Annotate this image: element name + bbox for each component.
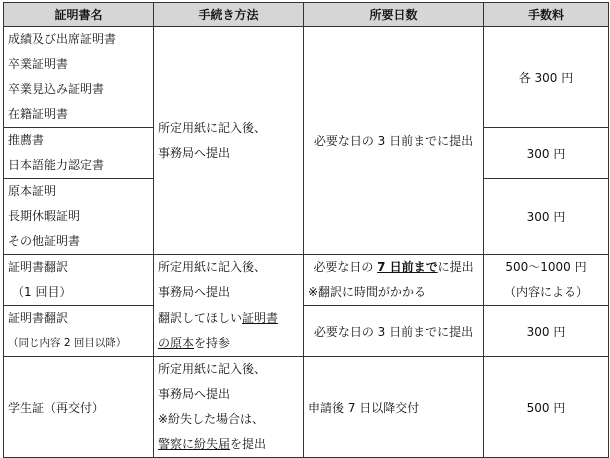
certificate-name: 在籍証明書: [8, 107, 69, 121]
days-text: [308, 255, 479, 280]
fee-cell: [484, 357, 609, 458]
procedure-text-pre: 翻訳してほしい: [158, 310, 243, 325]
certificate-name-cell: [4, 306, 154, 357]
procedure-text: [158, 432, 299, 457]
certificate-name-cell: [4, 27, 154, 128]
fee-text: （内容による）: [503, 285, 588, 299]
table-row: [4, 306, 609, 357]
header-row: [4, 3, 609, 27]
certificate-name: 長期休暇証明: [8, 209, 81, 223]
fee-text: 各 300 円: [518, 70, 574, 85]
certificate-name: 学生証（再交付）: [8, 400, 105, 415]
days-cell: [304, 27, 484, 255]
certificate-name: 日本語能力認定書: [8, 158, 105, 172]
days-note: ※翻訳に時間がかかる: [308, 285, 427, 299]
procedure-text: [158, 306, 299, 331]
certificate-name: （同じ内容 2 回目以降）: [8, 337, 127, 349]
procedure-text: ※紛失した場合は、: [158, 412, 265, 426]
days-text-post: に提出: [437, 260, 474, 274]
table-row: [4, 255, 609, 306]
procedure-text: 事務局へ提出: [158, 387, 231, 401]
fee-cell: [484, 255, 609, 306]
procedure-text-post: を提出: [230, 437, 267, 451]
procedure-cell: [154, 306, 304, 357]
days-text-pre: 必要な日の: [313, 260, 378, 274]
procedure-text: 事務局へ提出: [158, 145, 231, 160]
certificate-name: （1 回目）: [12, 285, 72, 299]
procedure-text: 所定用紙に記入後、: [158, 120, 267, 135]
fee-cell: [484, 27, 609, 128]
fee-text: 300 円: [526, 210, 566, 224]
procedure-cell: [154, 27, 304, 255]
certificate-name-cell: [4, 128, 154, 179]
days-cell: [304, 357, 484, 458]
procedure-text: 所定用紙に記入後、: [158, 362, 267, 376]
fee-text: 300 円: [526, 324, 566, 339]
table-row: [4, 357, 609, 458]
fee-cell: [484, 179, 609, 255]
header-required-days: 所要日数: [304, 3, 484, 27]
days-cell: [304, 306, 484, 357]
certificate-name: 卒業見込み証明書: [8, 82, 105, 96]
procedure-cell: [154, 255, 304, 306]
header-certificate-name: 証明書名: [4, 3, 154, 27]
header-procedure: 手続き方法: [154, 3, 304, 27]
days-text: 必要な日の 3 日前までに提出: [313, 324, 474, 339]
fee-cell: [484, 128, 609, 179]
days-emphasis: 7 日前まで: [377, 260, 438, 274]
fee-text: 500～1000 円: [505, 260, 587, 274]
fee-text: 500 円: [526, 400, 566, 415]
procedure-cell: [154, 357, 304, 458]
certificate-name: 卒業証明書: [8, 57, 69, 71]
certificate-name: 原本証明: [8, 184, 57, 198]
table-row: [4, 27, 609, 128]
certificate-name-cell: [4, 179, 154, 255]
procedure-text-post: を持参: [194, 335, 231, 350]
certificate-name-cell: [4, 357, 154, 458]
header-fee: 手数料: [484, 3, 609, 27]
procedure-text: 事務局へ提出: [158, 285, 231, 300]
certificate-name-cell: [4, 255, 154, 306]
fee-text: 300 円: [526, 146, 566, 161]
fee-cell: [484, 306, 609, 357]
procedure-text: [158, 331, 299, 356]
certificate-name: 成績及び出席証明書: [8, 32, 117, 46]
certificate-fee-table: [3, 2, 609, 458]
procedure-underline: 証明書: [242, 310, 279, 325]
certificate-name: 推薦書: [8, 133, 45, 147]
procedure-underline: 警察に紛失届: [158, 437, 231, 451]
procedure-underline: の原本: [158, 335, 195, 350]
days-text: 必要な日の 3 日前までに提出: [313, 134, 474, 148]
procedure-text: 所定用紙に記入後、: [158, 260, 267, 275]
certificate-name: 証明書翻訳: [8, 260, 69, 274]
certificate-name: 証明書翻訳: [8, 311, 69, 325]
days-text: 申請後 7 日以降交付: [308, 400, 420, 415]
days-cell: [304, 255, 484, 306]
certificate-name: その他証明書: [8, 234, 81, 248]
